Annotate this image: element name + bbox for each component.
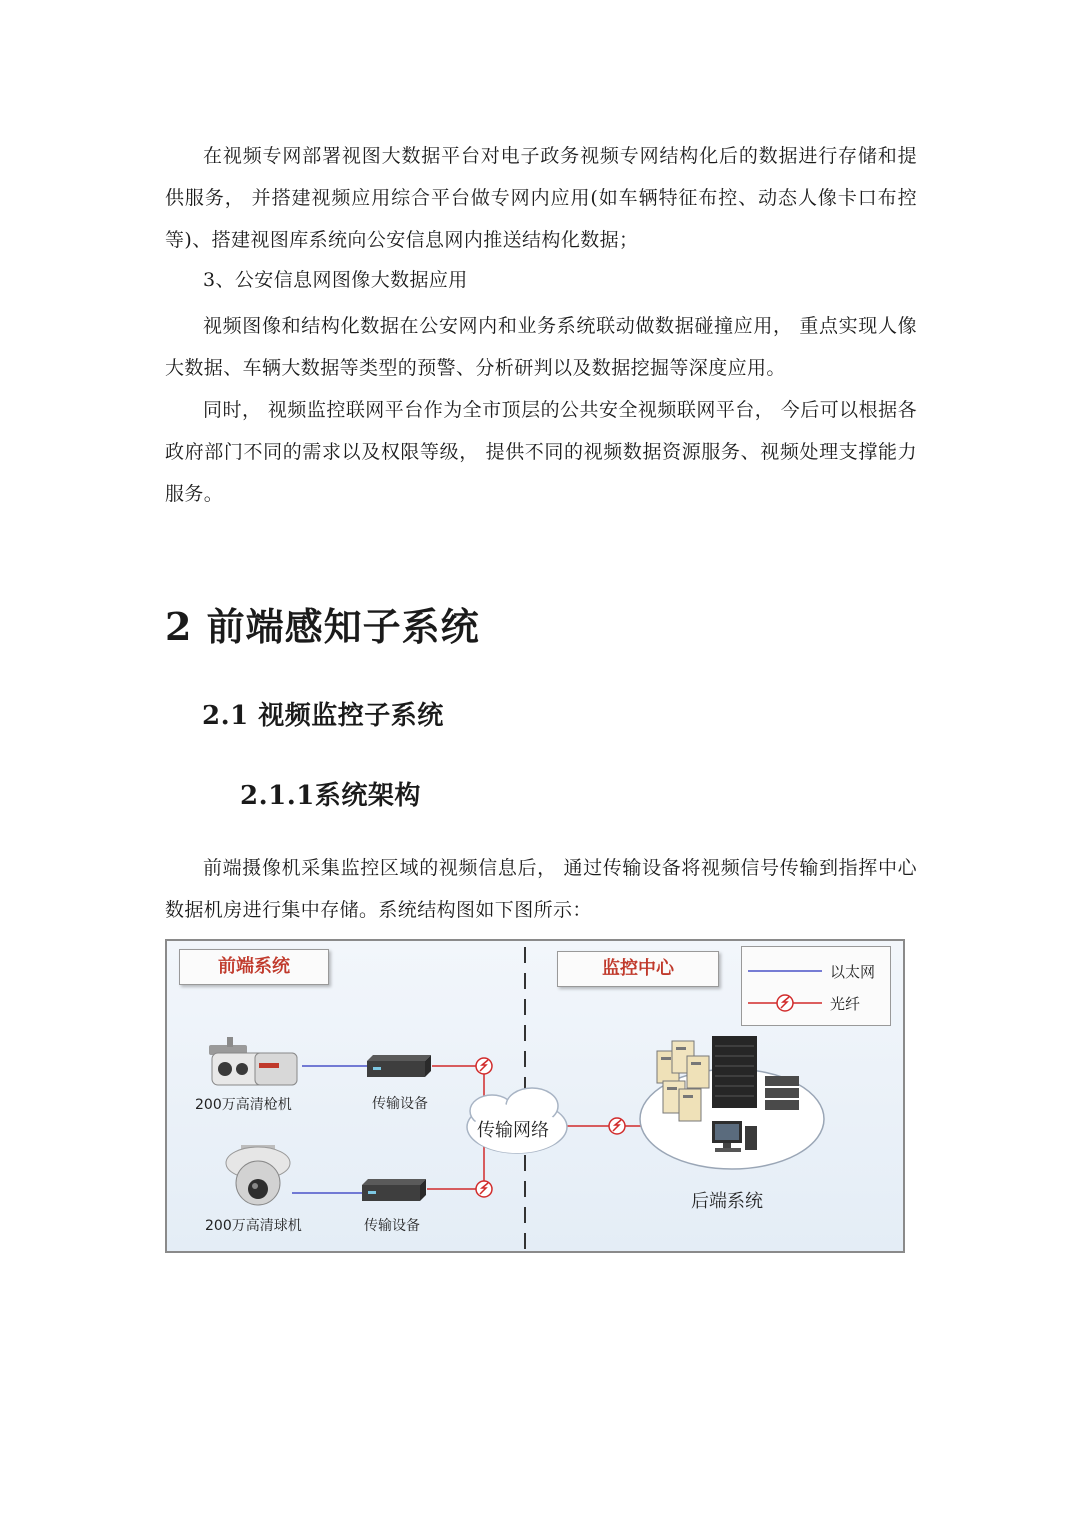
transmitter-icon-top bbox=[367, 1055, 431, 1077]
dome-camera-icon bbox=[226, 1145, 290, 1205]
legend-fiber-icon bbox=[777, 995, 793, 1011]
fiber-symbol-top bbox=[476, 1058, 492, 1074]
backend-system-label: 后端系统 bbox=[691, 1191, 763, 1212]
paragraph-platform-services: 同时， 视频监控联网平台作为全市顶层的公共安全视频联网平台， 今后可以根据各政府部门不同的需求以及权限等级， 提供不同的视频数据资源服务、视频处理支撑能力服务。 bbox=[165, 399, 917, 505]
server-cluster-icon bbox=[657, 1041, 709, 1121]
system-architecture-diagram bbox=[165, 939, 905, 1253]
storage-rack-icon bbox=[712, 1036, 757, 1108]
legend-fiber-label: 光纤 bbox=[830, 995, 861, 1013]
paragraph-item-3: 3、公安信息网图像大数据应用 bbox=[203, 269, 468, 291]
front-system-title: 前端系统 bbox=[179, 949, 329, 985]
paragraph-architecture-intro: 前端摄像机采集监控区域的视频信息后， 通过传输设备将视频信号传输到指挥中心数据机房进行集中存储。系统结构图如下图所示： bbox=[165, 857, 917, 921]
legend bbox=[741, 946, 891, 1026]
heading-video-surveillance: 2.1 视频监控子系统 bbox=[202, 701, 444, 731]
monitoring-center-title: 监控中心 bbox=[557, 951, 719, 987]
storage-array-icon bbox=[765, 1076, 799, 1110]
fiber-symbol-bottom bbox=[476, 1181, 492, 1197]
heading-system-architecture: 2.1.1系统架构 bbox=[240, 781, 421, 811]
dome-camera-label: 200万高清球机 bbox=[205, 1218, 302, 1234]
transmitter-label-top: 传输设备 bbox=[372, 1096, 428, 1112]
legend-graphics bbox=[742, 947, 892, 1027]
legend-ethernet-label: 以太网 bbox=[830, 963, 876, 981]
transmitter-label-bottom: 传输设备 bbox=[364, 1218, 420, 1234]
paragraph-video-network: 在视频专网部署视图大数据平台对电子政务视频专网结构化后的数据进行存储和提供服务， 并搭建视频应用综合平台做专网内应用(如车辆特征布控、动态人像卡口布控等)、搭建视图库系统向公安信息网内推送结构化数据； bbox=[165, 145, 917, 251]
bullet-camera-icon bbox=[209, 1037, 297, 1085]
transmission-network-label: 传输网络 bbox=[477, 1120, 549, 1141]
transmitter-icon-bottom bbox=[362, 1179, 426, 1201]
heading-front-end-subsystem: 2 前端感知子系统 bbox=[165, 604, 480, 649]
fiber-symbol-center bbox=[609, 1118, 625, 1134]
bullet-camera-label: 200万高清枪机 bbox=[195, 1097, 292, 1113]
paragraph-public-security-app: 视频图像和结构化数据在公安网内和业务系统联动做数据碰撞应用， 重点实现人像大数据、车辆大数据等类型的预警、分析研判以及数据挖掘等深度应用。 bbox=[165, 315, 917, 379]
